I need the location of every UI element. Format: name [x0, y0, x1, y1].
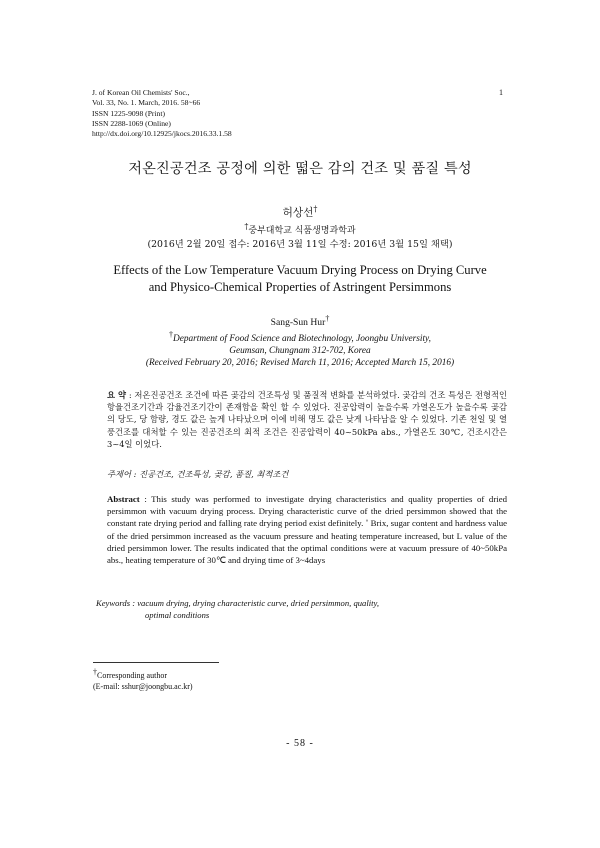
english-keywords — [96, 597, 379, 621]
journal-header — [92, 88, 232, 139]
keywords-line: optimal conditions — [145, 610, 210, 620]
english-abstract-label: Abstract — [107, 494, 140, 504]
english-title-line: and Physico-Chemical Properties of Astringent Persimmons — [148, 280, 452, 295]
korean-author — [0, 205, 600, 220]
received-dates: (Received February 20, 2016; Revised March 11, 2016; Accepted March 15, 2016) — [145, 358, 455, 368]
footnote-line — [93, 667, 193, 681]
english-title-line: Effects of the Low Temperature Vacuum Drying Process on Drying Curve — [113, 263, 487, 277]
korean-affiliation-text: 중부대학교 식품생명과학과 — [248, 226, 356, 236]
issn-print: ISSN 1225-9098 (Print) — [92, 108, 165, 118]
korean-dates: (2016년 2월 20일 접수: 2016년 3월 11일 수정: 2016년 3월 15일 채택) — [147, 239, 453, 250]
dagger-mark: † — [325, 313, 330, 323]
korean-abstract-text: : 저온진공건조 조건에 따른 곶감의 건조특성 및 품질적 변화를 분석하였다. 곶감의 건조 특성은 전형적인 항율건조기간과 감율건조기간이 존재함을 확인 할 수 있었다. 진공압력이 높을수록 가열온도가 높을수록 곶감의 당도, 당 함량, 경도 값은 높게 나타났으며 이에 비해 명도 값은 낮게 나타남을 알 수 있었다. 기존 천일 및 열풍건조를 대처할 수 있는 진공건조의 최적 조건은 진공압력이 40~50kPa abs., 가열온도 30℃, 건조시간은 3~4일 이었다. — [107, 390, 507, 449]
dagger-mark: † — [313, 204, 318, 214]
keywords-line: Keywords : vacuum drying, drying characteristic curve, dried persimmon, quality, — [96, 598, 379, 608]
footnote-text: Corresponding author — [97, 671, 167, 680]
dagger-mark: † — [169, 329, 174, 339]
english-title — [0, 262, 600, 296]
english-abstract — [107, 493, 507, 566]
affiliation-line — [0, 329, 600, 345]
korean-affiliation — [0, 223, 600, 236]
affiliation-line-text: Department of Food Science and Biotechnology, Joongbu University, — [173, 334, 431, 344]
footnote-divider — [93, 662, 219, 663]
korean-abstract-label: 요 약 — [107, 390, 127, 400]
english-author — [0, 313, 600, 328]
english-affiliation — [0, 329, 600, 369]
journal-citation: J. of Korean Oil Chemists' Soc., — [92, 88, 190, 97]
english-author-name: Sang-Sun Hur — [270, 317, 326, 328]
page-corner-number: 1 — [499, 88, 503, 97]
english-abstract-text: : This study was performed to investigate drying characteristics and quality properties of dried persimmon with vacuum drying process. Drying characteristic curve of the dried persimmon showed that the constant rate drying period and falling rate drying period exist definitely. ˚ Brix, sugar content and hardness value of the dried persimmon increased as the vacuum pressure and heating temperature increased, but L value of the dried persimmon lower. The results indicated that the optimal conditions were at vacuum pressure of 40~50kPa abs., heating temperature of 30℃ and drying time of 3~4days — [107, 494, 507, 566]
page-number: - 58 - — [286, 738, 314, 749]
korean-author-name: 허상선 — [282, 207, 314, 219]
doi-link[interactable]: http://dx.doi.org/10.12925/jkocs.2016.33.1.58 — [92, 129, 232, 139]
issn-online: ISSN 2288-1069 (Online) — [92, 118, 171, 128]
footnote-email: (E-mail: sshur@joongbu.ac.kr) — [93, 682, 193, 691]
affiliation-line: Geumsan, Chungnam 312-702, Korea — [229, 346, 371, 356]
korean-title: 저온진공건조 공정에 의한 떫은 감의 건조 및 품질 특성 — [128, 161, 472, 177]
korean-keywords: 주제어 : 진공건조, 건조특성, 곶감, 품질, 최적조건 — [107, 469, 289, 479]
korean-abstract — [107, 389, 507, 450]
dagger-mark: † — [244, 222, 249, 231]
footnote — [93, 667, 193, 692]
dagger-mark: † — [93, 667, 97, 677]
journal-volume: Vol. 33, No. 1. March, 2016. 58~66 — [92, 98, 201, 108]
